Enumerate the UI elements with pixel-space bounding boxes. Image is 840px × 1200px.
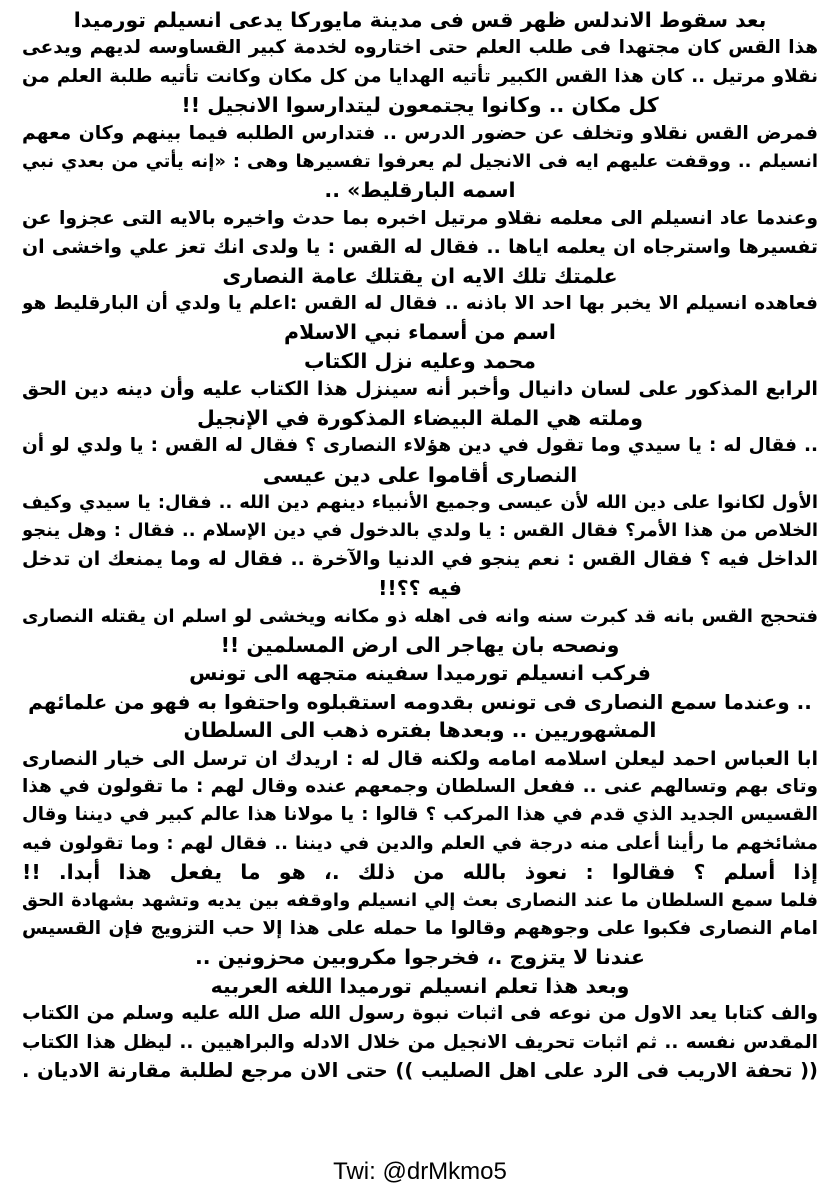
- text-line: تفسيرها واسترجاه ان يعلمه اياها .. فقال له القس : يا ولدى انك تعز علي واخشى ان: [22, 236, 818, 259]
- text-line: محمد وعليه نزل الكتاب: [304, 348, 536, 373]
- text-line: الأول لكانوا على دين الله لأن عيسى وجميع الأنبياء دينهم دين الله .. فقال: يا سيدي وكيف: [22, 491, 818, 513]
- text-line: (( تحفة الاريب فى الرد على اهل الصليب )) حتى الان مرجع لطلبة مقارنة الاديان .: [22, 1059, 818, 1083]
- text-line: وعندما عاد انسيلم الى معلمه نقلاو مرتيل اخبره بما حدث واخيره بالايه التى عجزوا عن: [22, 207, 818, 229]
- text-line: اسمه البارقليط» ..: [324, 178, 516, 203]
- text-line: المشهوريين .. وبعدها بفتره ذهب الى السلطان: [183, 718, 657, 743]
- text-line: هذا القس كان مجتهدا فى طلب العلم حتى اختاروه لخدمة كبير القساوسه لديهم ويدعى: [22, 37, 818, 59]
- text-line: فركب انسيلم تورميدا سفينه متجهه الى تونس: [189, 661, 651, 686]
- text-line: اسم من أسماء نبي الاسلام: [284, 320, 556, 345]
- text-line: القسيس الجديد الذي قدم في هذا المركب ؟ قالوا : يا مولانا هذا عالم كبير في ديننا وقال: [22, 804, 818, 826]
- text-line: .. وعندما سمع النصارى فى تونس بقدومه استقبلوه واحتفوا به فهو من علمائهم: [28, 689, 812, 714]
- text-line: الخلاص من هذا الأمر؟ فقال القس : يا ولدي بالدخول في دين الإسلام .. فقال : وهل ينجو: [22, 520, 818, 542]
- article-body: [22, 6, 818, 1085]
- text-line: المقدس نفسه .. ثم اثبات تحريف الانجيل من خلال الادله والبراهيين .. ليظل هذا الكتاب: [22, 1031, 818, 1053]
- text-line: ونصحه بان يهاجر الى ارض المسلمين !!: [220, 632, 620, 657]
- text-line: فيه ؟؟!!: [378, 576, 462, 601]
- text-line: علمتك تلك الايه ان يقتلك عامة النصارى: [222, 263, 618, 288]
- text-line: نقلاو مرتيل .. كان هذا القس الكبير تأتيه الهدايا من كل مكان وكانت تأتيه طلبة العلم من: [22, 65, 818, 87]
- text-line: وتاى بهم وتسالهم عنى .. ففعل السلطان وجمعهم عنده وقال لهم : ما تقولون في هذا: [22, 775, 818, 797]
- text-line: الداخل فيه ؟ فقال القس : نعم ينجو في الدنيا والآخرة .. فقال له وما يمنعك ان تدخل: [22, 548, 818, 570]
- text-line: عندنا لا يتزوج .، فخرجوا مكروبين محزونين ..: [194, 945, 646, 970]
- text-line: النصارى أقاموا على دين عيسى: [262, 462, 578, 487]
- text-line: مشائخهم ما رأينا أعلى منه درجة في العلم والدين في ديننا .. فقال لهم : وما تقولون فيه: [22, 832, 818, 854]
- text-line: فمرض القس نقلاو وتخلف عن حضور الدرس .. فتدارس الطلبه فيما بينهم وكان معهم: [22, 122, 818, 144]
- text-line: فعاهده انسيلم الا يخبر بها احد الا باذنه .. فقال له القس :اعلم يا ولدي أن البارقليط هو: [22, 293, 818, 315]
- text-line: كل مكان .. وكانوا يجتمعون ليتدارسوا الانجيل !!: [181, 93, 659, 118]
- text-line: ابا العباس احمد ليعلن اسلامه امامه ولكنه قال له : اريدك ان ترسل الى خيار النصارى: [22, 747, 818, 770]
- text-line: وبعد هذا تعلم انسيلم تورميدا اللغه العربيه: [210, 973, 630, 998]
- text-line: بعد سقوط الاندلس ظهر قس فى مدينة مايوركا يدعى انسيلم تورميدا: [73, 8, 767, 32]
- text-line: إذا أسلم ؟ فقالوا : نعوذ بالله من ذلك .، هو ما يفعل هذا أبدا. !!: [22, 860, 818, 885]
- text-line: .. فقال له : يا سيدي وما تقول في دين هؤلاء النصارى ؟ فقال له القس : يا ولدي لو أن: [22, 435, 818, 457]
- text-line: والف كتابا يعد الاول من نوعه فى اثبات نبوة رسول الله صل الله عليه وسلم من الكتاب: [22, 1003, 818, 1025]
- text-line: فلما سمع السلطان ما عند النصارى بعث إلي انسيلم واوقفه بين يديه وتشهد بشهادة الحق: [22, 889, 818, 911]
- text-line: انسيلم .. ووقفت عليهم ايه فى الانجيل لم يعرفوا تفسيرها وهى : «إنه يأتي من بعدي نبي: [22, 151, 818, 173]
- text-line: فتحجج القس بانه قد كبرت سنه وانه فى اهله ذو مكانه ويخشى لو اسلم ان يقتله النصارى: [22, 605, 818, 627]
- text-line: الرابع المذكور على لسان دانيال وأخبر أنه سينزل هذا الكتاب عليه وأن دينه دين الحق: [22, 377, 818, 401]
- text-line: امام النصارى فكبوا على وجوههم وقالوا ما حمله على هذا إلا حب التزويج فإن القسيس: [22, 918, 818, 939]
- twitter-handle: Twi: @drMkmo5: [333, 1158, 507, 1185]
- text-line: وملته هي الملة البيضاء المذكورة في الإنجيل: [196, 405, 644, 430]
